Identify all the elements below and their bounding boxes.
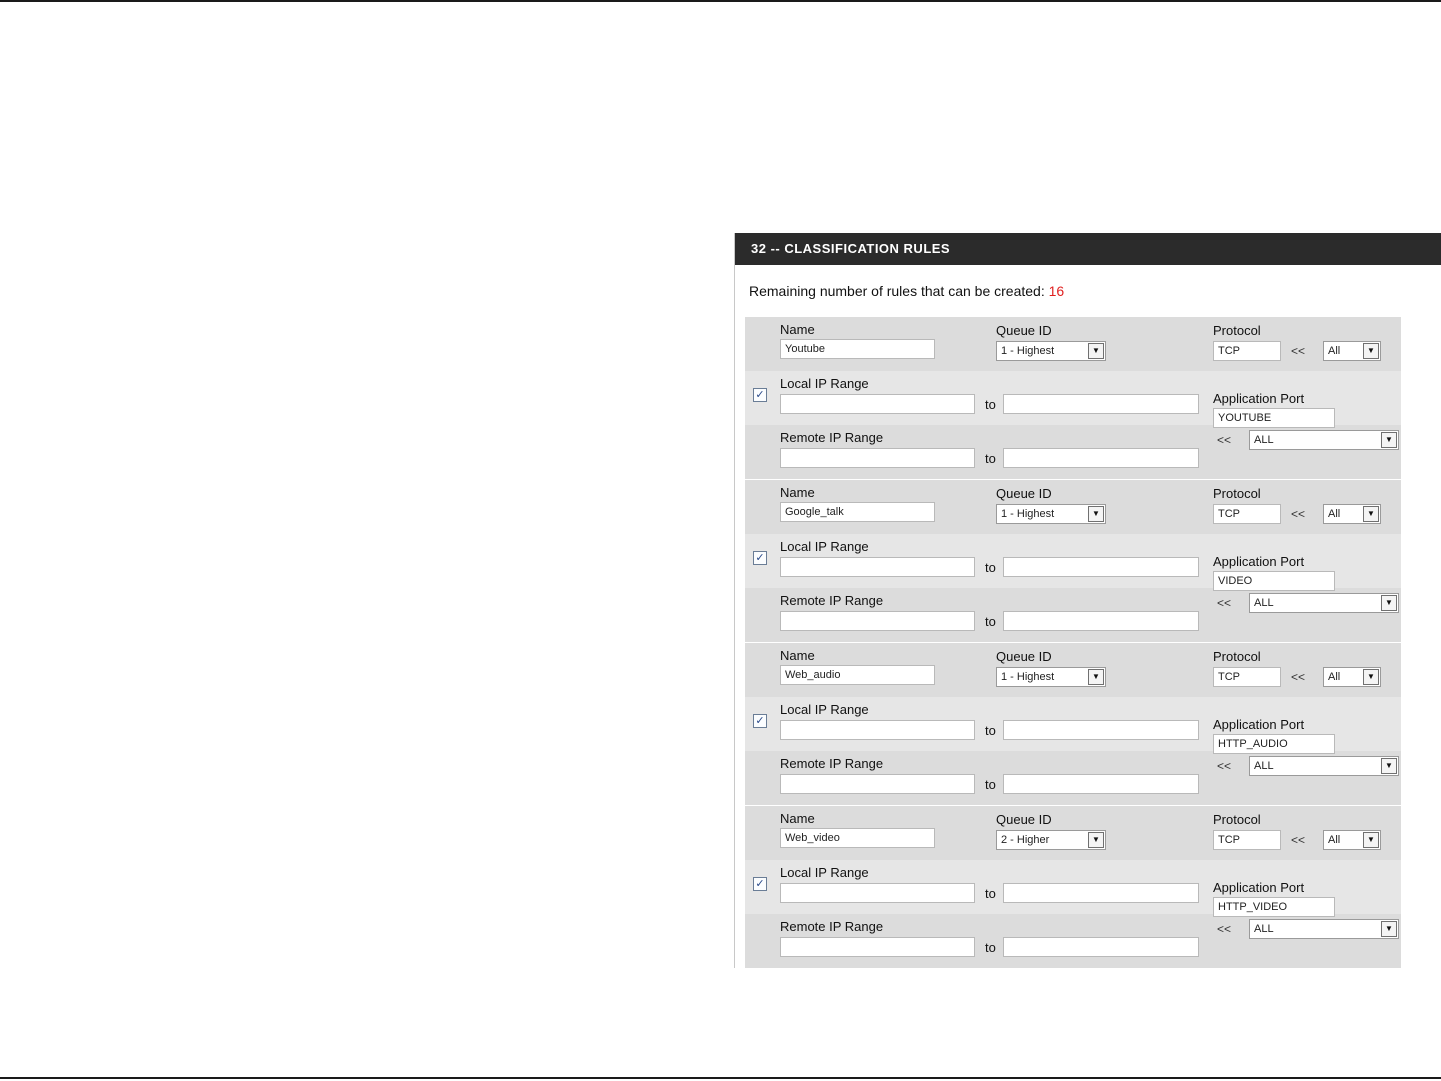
- protocol-label: Protocol: [1213, 486, 1261, 501]
- local-ip-label: Local IP Range: [780, 376, 869, 391]
- local-ip-start-input[interactable]: [780, 557, 975, 577]
- rule-enable-checkbox[interactable]: [753, 714, 767, 728]
- queue-id-label: Queue ID: [996, 323, 1052, 338]
- remote-ip-start-input[interactable]: [780, 937, 975, 957]
- to-label: to: [985, 614, 996, 629]
- classification-rule: [745, 806, 1401, 968]
- application-port-select-value: ALL: [1254, 760, 1274, 772]
- chevron-down-icon: ▼: [1088, 832, 1104, 848]
- to-label: to: [985, 723, 996, 738]
- application-port-move-left-button[interactable]: <<: [1217, 759, 1232, 773]
- rule-enable-checkbox[interactable]: [753, 388, 767, 402]
- protocol-select[interactable]: [1323, 504, 1381, 524]
- protocol-select-value: All: [1328, 345, 1341, 357]
- classification-rules-panel: [734, 233, 1441, 968]
- chevron-down-icon: ▼: [1363, 832, 1379, 848]
- application-port-label: Application Port: [1213, 880, 1305, 895]
- remote-ip-label: Remote IP Range: [780, 919, 884, 934]
- remaining-rules-label: Remaining number of rules that can be created:: [749, 283, 1045, 299]
- to-label: to: [985, 777, 996, 792]
- classification-rule: [745, 643, 1401, 805]
- rule-enable-checkbox[interactable]: [753, 551, 767, 565]
- local-ip-end-input[interactable]: [1003, 883, 1199, 903]
- chevron-down-icon: ▼: [1088, 343, 1104, 359]
- name-label: Name: [780, 648, 815, 663]
- application-port-select[interactable]: [1249, 430, 1399, 450]
- application-port-move-left-button[interactable]: <<: [1217, 433, 1232, 447]
- application-port-select-value: ALL: [1254, 434, 1274, 446]
- to-label: to: [985, 397, 996, 412]
- classification-rule: [745, 480, 1401, 642]
- protocol-select[interactable]: [1323, 667, 1381, 687]
- name-label: Name: [780, 322, 815, 337]
- queue-id-value: 2 - Higher: [1001, 834, 1050, 846]
- remote-ip-start-input[interactable]: [780, 774, 975, 794]
- protocol-input[interactable]: TCP: [1213, 341, 1281, 361]
- application-port-input[interactable]: YOUTUBE: [1213, 408, 1335, 428]
- checkmark-icon: ✓: [755, 552, 765, 564]
- protocol-move-left-button[interactable]: <<: [1291, 344, 1306, 358]
- application-port-select[interactable]: [1249, 593, 1399, 613]
- protocol-select-value: All: [1328, 834, 1341, 846]
- protocol-move-left-button[interactable]: <<: [1291, 833, 1306, 847]
- checkmark-icon: ✓: [755, 878, 765, 890]
- queue-id-value: 1 - Highest: [1001, 671, 1055, 683]
- queue-id-label: Queue ID: [996, 812, 1052, 827]
- application-port-select-value: ALL: [1254, 923, 1274, 935]
- protocol-move-left-button[interactable]: <<: [1291, 670, 1306, 684]
- local-ip-start-input[interactable]: [780, 720, 975, 740]
- protocol-input[interactable]: TCP: [1213, 504, 1281, 524]
- top-border-line: [0, 0, 1441, 2]
- remote-ip-end-input[interactable]: [1003, 448, 1199, 468]
- local-ip-start-input[interactable]: [780, 394, 975, 414]
- panel-title: 32 -- CLASSIFICATION RULES: [735, 233, 1441, 265]
- checkmark-icon: ✓: [755, 389, 765, 401]
- remote-ip-label: Remote IP Range: [780, 430, 884, 445]
- protocol-label: Protocol: [1213, 812, 1261, 827]
- remote-ip-start-input[interactable]: [780, 611, 975, 631]
- to-label: to: [985, 560, 996, 575]
- chevron-down-icon: ▼: [1088, 669, 1104, 685]
- queue-id-select[interactable]: [996, 504, 1106, 524]
- chevron-down-icon: ▼: [1363, 506, 1379, 522]
- local-ip-end-input[interactable]: [1003, 394, 1199, 414]
- application-port-select-value: ALL: [1254, 597, 1274, 609]
- protocol-select[interactable]: [1323, 341, 1381, 361]
- chevron-down-icon: ▼: [1381, 595, 1397, 611]
- rule-enable-checkbox[interactable]: [753, 877, 767, 891]
- rule-name-input[interactable]: Web_video: [780, 828, 935, 848]
- queue-id-select[interactable]: [996, 341, 1106, 361]
- bottom-border-line: [0, 1077, 1441, 1079]
- queue-id-value: 1 - Highest: [1001, 508, 1055, 520]
- remote-ip-end-input[interactable]: [1003, 937, 1199, 957]
- rule-name-input[interactable]: Web_audio: [780, 665, 935, 685]
- remote-ip-label: Remote IP Range: [780, 593, 884, 608]
- name-label: Name: [780, 485, 815, 500]
- chevron-down-icon: ▼: [1381, 921, 1397, 937]
- remote-ip-label: Remote IP Range: [780, 756, 884, 771]
- remote-ip-end-input[interactable]: [1003, 611, 1199, 631]
- local-ip-end-input[interactable]: [1003, 720, 1199, 740]
- application-port-select[interactable]: [1249, 756, 1399, 776]
- remote-ip-start-input[interactable]: [780, 448, 975, 468]
- application-port-label: Application Port: [1213, 717, 1305, 732]
- chevron-down-icon: ▼: [1363, 669, 1379, 685]
- protocol-input[interactable]: TCP: [1213, 667, 1281, 687]
- classification-rule: [745, 317, 1401, 479]
- application-port-label: Application Port: [1213, 391, 1305, 406]
- local-ip-end-input[interactable]: [1003, 557, 1199, 577]
- application-port-move-left-button[interactable]: <<: [1217, 596, 1232, 610]
- to-label: to: [985, 886, 996, 901]
- application-port-move-left-button[interactable]: <<: [1217, 922, 1232, 936]
- application-port-input[interactable]: VIDEO: [1213, 571, 1335, 591]
- protocol-move-left-button[interactable]: <<: [1291, 507, 1306, 521]
- protocol-input[interactable]: TCP: [1213, 830, 1281, 850]
- application-port-input[interactable]: HTTP_AUDIO: [1213, 734, 1335, 754]
- queue-id-label: Queue ID: [996, 649, 1052, 664]
- checkmark-icon: ✓: [755, 715, 765, 727]
- rule-name-input[interactable]: Google_talk: [780, 502, 935, 522]
- name-label: Name: [780, 811, 815, 826]
- queue-id-value: 1 - Highest: [1001, 345, 1055, 357]
- chevron-down-icon: ▼: [1363, 343, 1379, 359]
- queue-id-label: Queue ID: [996, 486, 1052, 501]
- protocol-label: Protocol: [1213, 649, 1261, 664]
- chevron-down-icon: ▼: [1381, 432, 1397, 448]
- local-ip-label: Local IP Range: [780, 539, 869, 554]
- remaining-rules-text: [749, 283, 1064, 299]
- application-port-label: Application Port: [1213, 554, 1305, 569]
- remaining-rules-count: 16: [1048, 283, 1065, 299]
- local-ip-start-input[interactable]: [780, 883, 975, 903]
- local-ip-label: Local IP Range: [780, 702, 869, 717]
- chevron-down-icon: ▼: [1088, 506, 1104, 522]
- remote-ip-end-input[interactable]: [1003, 774, 1199, 794]
- protocol-label: Protocol: [1213, 323, 1261, 338]
- to-label: to: [985, 451, 996, 466]
- to-label: to: [985, 940, 996, 955]
- chevron-down-icon: ▼: [1381, 758, 1397, 774]
- local-ip-label: Local IP Range: [780, 865, 869, 880]
- rule-name-input[interactable]: Youtube: [780, 339, 935, 359]
- queue-id-select[interactable]: [996, 667, 1106, 687]
- queue-id-select[interactable]: [996, 830, 1106, 850]
- protocol-select[interactable]: [1323, 830, 1381, 850]
- protocol-select-value: All: [1328, 508, 1341, 520]
- application-port-input[interactable]: HTTP_VIDEO: [1213, 897, 1335, 917]
- application-port-select[interactable]: [1249, 919, 1399, 939]
- protocol-select-value: All: [1328, 671, 1341, 683]
